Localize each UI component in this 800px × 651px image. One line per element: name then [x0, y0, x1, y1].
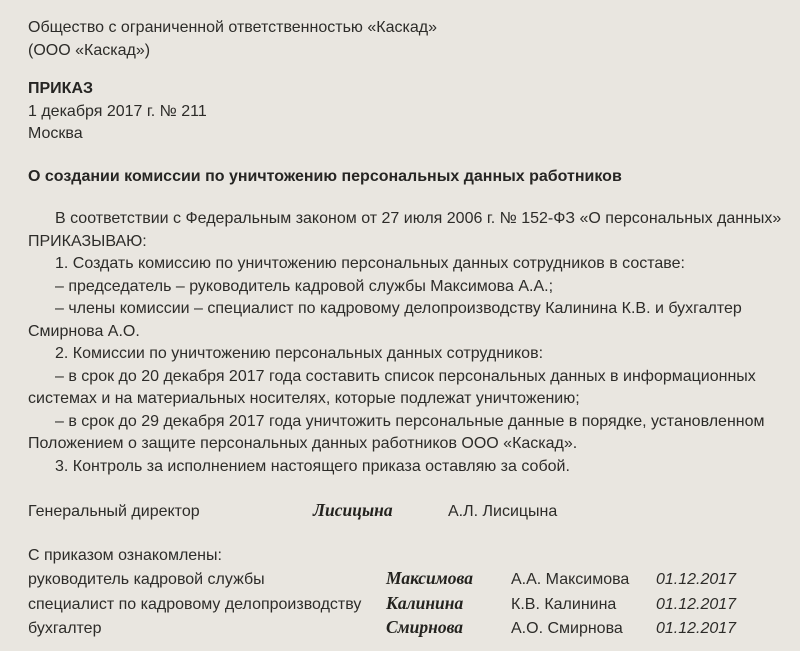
director-name: А.Л. Лисицына — [448, 503, 558, 520]
order-body-line: – в срок до 20 декабря 2017 года составить список персональных данных в информационных — [55, 367, 756, 385]
order-body-line: Положением о защите персональных данных работников ООО «Каскад». — [28, 435, 578, 452]
order-body-line: – председатель – руководитель кадровой службы Максимова А.А.; — [55, 277, 554, 295]
company-full-name: Общество с ограниченной ответственностью «Каскад» — [28, 19, 437, 36]
acknowledgement-intro: С приказом ознакомлены: — [28, 546, 222, 564]
doc-subject-block — [28, 166, 772, 189]
ack-signature: Калинина — [386, 592, 464, 613]
ack-date: 01.12.2017 — [656, 595, 737, 613]
ack-position: специалист по кадровому делопроизводству — [28, 595, 362, 613]
order-body-line: 2. Комиссии по уничтожению персональных данных сотрудников: — [55, 345, 544, 362]
company-short-name: (ООО «Каскад») — [28, 41, 151, 59]
order-body — [28, 208, 782, 478]
doc-subject: О создании комиссии по уничтожению персональных данных работников — [28, 167, 622, 185]
doc-type-title: ПРИКАЗ — [28, 80, 94, 97]
ack-name: А.О. Смирнова — [511, 620, 623, 637]
order-body-line: Смирнова А.О. — [28, 322, 140, 340]
company-header — [28, 17, 772, 62]
doc-city: Москва — [28, 125, 83, 142]
order-body-line: – в срок до 29 декабря 2017 года уничтожить персональные данные в порядке, установленном — [55, 412, 765, 430]
ack-signature: Максимова — [386, 568, 473, 588]
acknowledgement-row — [28, 616, 772, 641]
ack-name: А.А. Максимова — [511, 571, 630, 588]
order-body-line: В соответствии с Федеральным законом от 27 июля 2006 г. № 152-ФЗ «О персональных данных» — [55, 210, 782, 227]
ack-name: К.В. Калинина — [511, 595, 617, 613]
order-body-line: 3. Контроль за исполнением настоящего приказа оставляю за собой. — [55, 457, 570, 475]
acknowledgement-block — [28, 545, 772, 641]
order-body-line: – члены комиссии – специалист по кадровому делопроизводству Калинина К.В. и бухгалтер — [55, 300, 742, 317]
ack-date: 01.12.2017 — [656, 620, 737, 637]
acknowledgement-row — [28, 592, 772, 617]
director-signature-row — [28, 499, 772, 524]
order-body-line: ПРИКАЗЫВАЮ: — [28, 232, 147, 250]
order-body-line: системах и на материальных носителях, которые подлежат уничтожению; — [28, 390, 580, 407]
director-position: Генеральный директор — [28, 503, 200, 520]
doc-date-number: 1 декабря 2017 г. № 211 — [28, 102, 207, 120]
ack-position: руководитель кадровой службы — [28, 571, 265, 588]
order-body-line: 1. Создать комиссию по уничтожению персональных данных сотрудников в составе: — [55, 255, 685, 272]
ack-date: 01.12.2017 — [656, 571, 737, 588]
acknowledgement-row — [28, 567, 772, 592]
ack-position: бухгалтер — [28, 620, 102, 637]
ack-signature: Смирнова — [386, 617, 464, 637]
doc-meta — [28, 78, 772, 146]
director-signature: Лисицына — [313, 500, 393, 520]
